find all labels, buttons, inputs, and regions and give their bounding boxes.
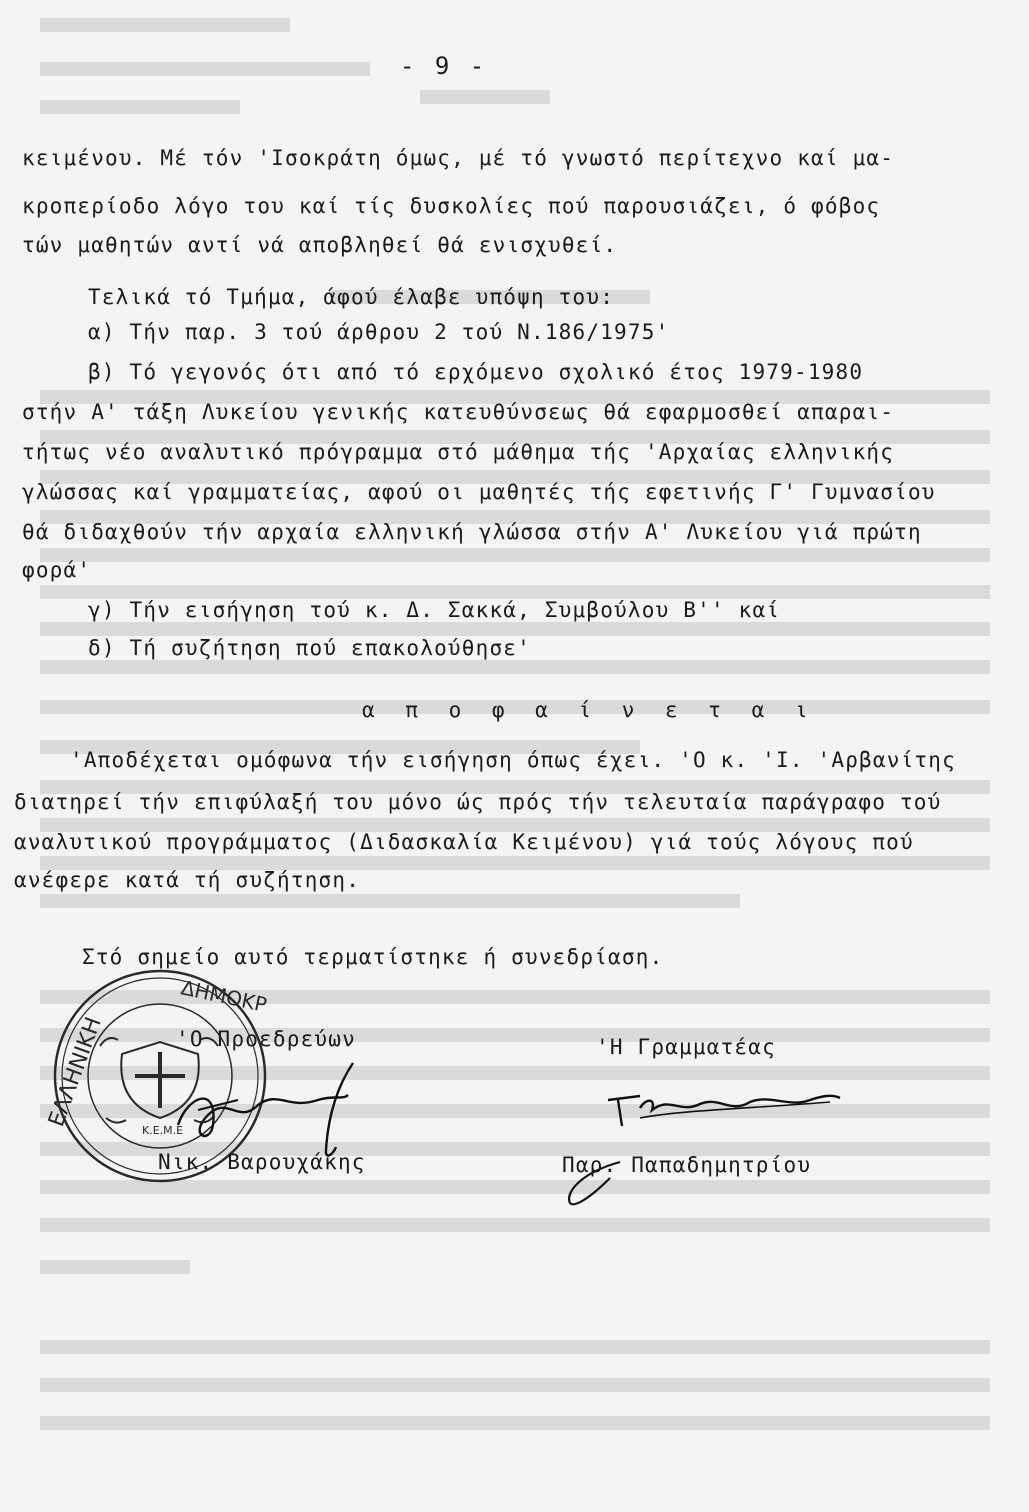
chairman-name: Νικ. Βαρουχάκης [158,1150,366,1174]
svg-text:ΔΗΜΟΚΡ: ΔΗΜΟΚΡ [178,975,269,1017]
body-line: γ) Τήν εισήγηση τού κ. Δ. Σακκά, Συμβούλου Β'' καί [88,598,781,622]
body-line: φορά' [22,558,92,582]
secretary-name: Παρ. Παπαδημητρίου [562,1153,812,1177]
chairman-signature [168,1055,378,1165]
chairman-title: 'Ο Προεδρεύων [176,1027,356,1051]
body-line: τών μαθητών αντί νά αποβληθεί θά ενισχυθεί. [22,233,618,257]
body-line: τήτως νέο αναλυτικό πρόγραμμα στό μάθημα τής 'Αρχαίας ελληνικής [22,440,895,464]
secretary-title: 'Η Γραμματέας [596,1035,776,1059]
body-line: β) Τό γεγονός ότι από τό ερχόμενο σχολικό έτος 1979-1980 [88,360,864,384]
body-line: γλώσσας καί γραμματείας, αφού οι μαθητές τής εφετινής Γ' Γυμνασίου [22,480,936,504]
body-line: α) Τήν παρ. 3 τού άρθρου 2 τού Ν.186/1975' [88,320,670,344]
body-line: δ) Τή συζήτηση πού επακολούθησε' [88,636,531,660]
svg-text:Κ.Ε.Μ.Ε: Κ.Ε.Μ.Ε [142,1124,184,1137]
svg-text:ΕΛΛΗΝΙΚΗ: ΕΛΛΗΝΙΚΗ [44,1013,107,1131]
body-line: 'Αποδέχεται ομόφωνα τήν εισήγηση όπως έχει. 'Ο κ. 'Ι. 'Αρβανίτης [70,748,956,772]
body-line: θά διδαχθούν τήν αρχαία ελληνική γλώσσα στήν Α' Λυκείου γιά πρώτη [22,520,922,544]
decision-heading: α π ο φ α ί ν ε τ α ι [362,698,817,722]
page-number: - 9 - [400,52,488,80]
body-line: ανέφερε κατά τή συζήτηση. [14,868,361,892]
body-line: κροπερίοδο λόγο του καί τίς δυσκολίες πού παρουσιάζει, ό φόβος [22,194,881,218]
closing-line: Στό σημείο αυτό τερματίστηκε ή συνεδρίαση. [82,945,664,969]
body-line: Τελικά τό Τμήμα, άφού έλαβε υπόψη του: [88,285,615,309]
body-line: αναλυτικού προγράμματος (Διδασκαλία Κειμένου) γιά τούς λόγους πού [14,830,914,854]
secretary-signature [560,1078,850,1208]
body-line: κειμένου. Μέ τόν 'Ισοκράτη όμως, μέ τό γνωστό περίτεχνο καί μα- [22,146,895,170]
body-line: στήν Α' τάξη Λυκείου γενικής κατευθύνσεως θά εφαρμοσθεί απαραι- [22,400,895,424]
body-line: διατηρεί τήν επιφύλαξή του μόνο ώς πρός τήν τελευταία παράγραφο τού [14,790,942,814]
